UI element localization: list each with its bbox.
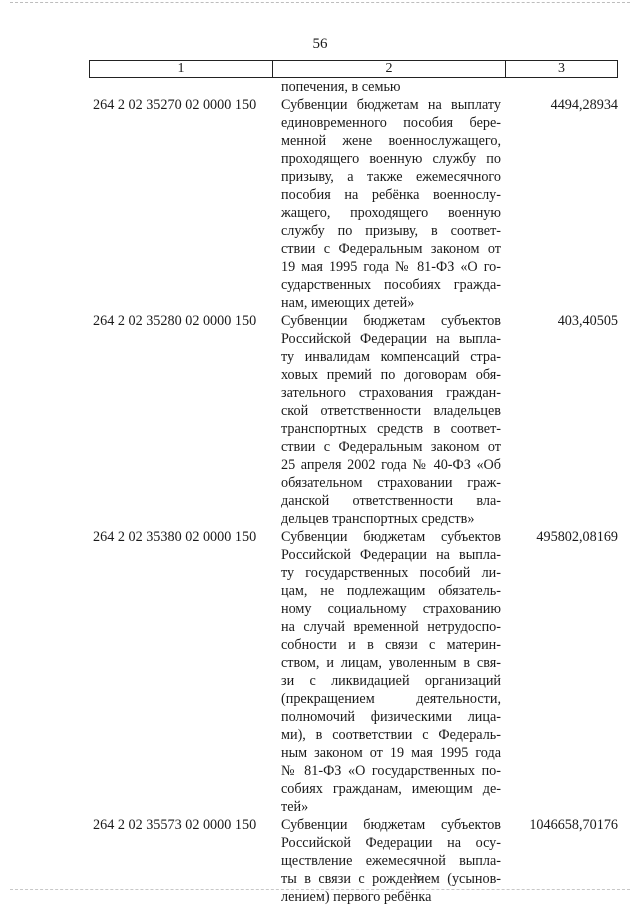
row-1-code: 264 2 02 35270 02 0000 150 xyxy=(93,97,257,113)
description-line: жащего, проходящего военную xyxy=(281,205,501,221)
description-line: ществление ежемесячной выпла- xyxy=(281,853,501,869)
continuation-line: попечения, в семью xyxy=(281,79,401,95)
description-line: ному социальному страхованию xyxy=(281,601,501,617)
row-1-amount: 4494,28934 xyxy=(550,97,618,113)
description-line: 19 мая 1995 года № 81-ФЗ «О го- xyxy=(281,259,501,275)
description-line: ми), в соответствии с Федераль- xyxy=(281,727,501,743)
description-line: данской ответственности вла- xyxy=(281,493,501,509)
description-line: ным законом от 19 мая 1995 года xyxy=(281,745,501,761)
description-line: пособия на ребёнка военнослу- xyxy=(281,187,501,203)
description-line: на случай временной нетрудоспо- xyxy=(281,619,501,635)
row-3-description xyxy=(281,528,501,816)
row-4-description xyxy=(281,816,501,906)
description-line: Российской Федерации на выпла- xyxy=(281,547,501,563)
description-line: ту государственных пособий ли- xyxy=(281,565,501,581)
description-line: собности и в связи с материн- xyxy=(281,637,501,653)
table-header xyxy=(89,60,618,78)
description-line: зательного страхования граждан- xyxy=(281,385,501,401)
description-line: Российской Федерации на выпла- xyxy=(281,331,501,347)
scan-top-edge xyxy=(10,2,630,3)
description-line: обязательном страховании граж- xyxy=(281,475,501,491)
description-line: службу по призыву, в соответ- xyxy=(281,223,501,239)
row-2-description xyxy=(281,312,501,528)
description-line: зи с ликвидацией организаций xyxy=(281,673,501,689)
description-line: Российской Федерации на осу- xyxy=(281,835,501,851)
page-number: 56 xyxy=(312,36,328,52)
scan-artifact-mark xyxy=(413,872,423,881)
row-4-amount: 1046658,70176 xyxy=(529,817,618,833)
description-line: дельцев транспортных средств» xyxy=(281,511,475,527)
row-1-description xyxy=(281,96,501,312)
description-line: транспортных средств в соответ- xyxy=(281,421,501,437)
description-line: ты в связи с рождением (усынов- xyxy=(281,871,501,887)
description-line: менной жене военнослужащего, xyxy=(281,133,501,149)
description-line: Субвенции бюджетам субъектов xyxy=(281,817,501,833)
description-line: Субвенции бюджетам на выплату xyxy=(281,97,501,113)
description-line: ской ответственности владельцев xyxy=(281,403,501,419)
description-line: единовременного пособия бере- xyxy=(281,115,501,131)
row-3-code: 264 2 02 35380 02 0000 150 xyxy=(93,529,257,545)
description-line: ту инвалидам компенсаций стра- xyxy=(281,349,501,365)
description-line: сударственных пособиях гражда- xyxy=(281,277,501,293)
description-line: проходящего военную службу по xyxy=(281,151,501,167)
description-line: ствии с Федеральным законом от xyxy=(281,241,501,257)
description-line: собиях гражданам, имеющим де- xyxy=(281,781,501,797)
description-line: № 81-ФЗ «О государственных по- xyxy=(281,763,501,779)
header-column-3: 3 xyxy=(558,61,565,76)
row-2-amount: 403,40505 xyxy=(557,313,618,329)
description-line: нам, имеющих детей» xyxy=(281,295,415,311)
row-3-amount: 495802,08169 xyxy=(536,529,618,545)
header-column-2: 2 xyxy=(273,61,506,77)
description-line: Субвенции бюджетам субъектов xyxy=(281,313,501,329)
description-line: ством, и лицам, уволенным в свя- xyxy=(281,655,501,671)
description-line: ховых премий по договорам обя- xyxy=(281,367,501,383)
description-line: лением) первого ребёнка xyxy=(281,889,432,905)
row-2-code: 264 2 02 35280 02 0000 150 xyxy=(93,313,257,329)
description-line: цам, не подлежащим обязатель- xyxy=(281,583,501,599)
continuation-text xyxy=(281,78,501,96)
description-line: Субвенции бюджетам субъектов xyxy=(281,529,501,545)
scan-bottom-edge xyxy=(10,889,630,890)
description-line: призыву, а также ежемесячного xyxy=(281,169,501,185)
description-line: тей» xyxy=(281,799,309,815)
description-line: полномочий физическими лица- xyxy=(281,709,501,725)
header-column-1: 1 xyxy=(90,61,273,77)
description-line: (прекращением деятельности, xyxy=(281,691,501,707)
row-4-code: 264 2 02 35573 02 0000 150 xyxy=(93,817,257,833)
description-line: ствии с Федеральным законом от xyxy=(281,439,501,455)
description-line: 25 апреля 2002 года № 40-ФЗ «Об xyxy=(281,457,501,473)
